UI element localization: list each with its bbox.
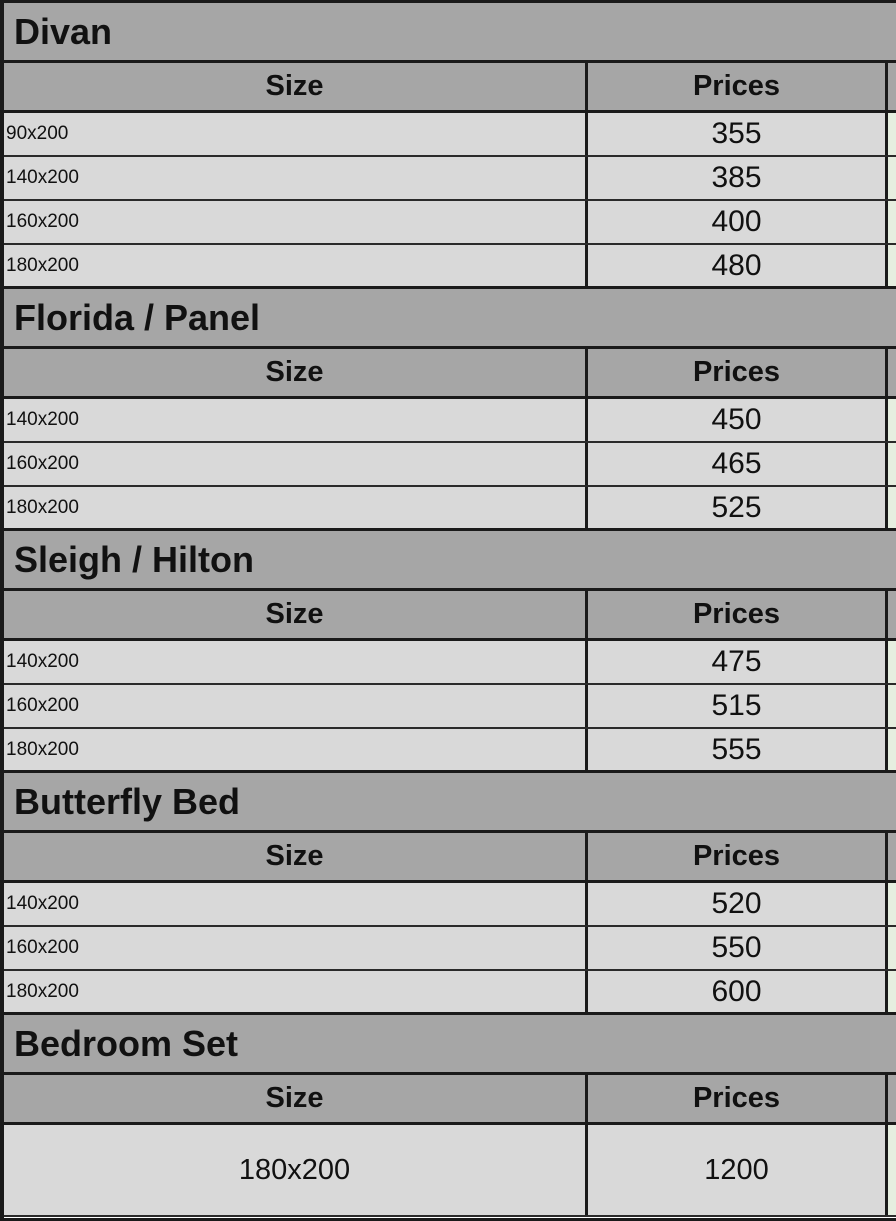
table-row xyxy=(4,883,896,927)
extra-column xyxy=(888,833,896,880)
extra-cell xyxy=(888,685,896,727)
price-cell: 555 xyxy=(588,729,888,770)
size-header: Size xyxy=(4,349,588,396)
extra-cell xyxy=(888,1125,896,1215)
size-header: Size xyxy=(4,1075,588,1122)
extra-cell xyxy=(888,729,896,770)
section-title: Florida / Panel xyxy=(4,289,896,349)
price-cell: 480 xyxy=(588,245,888,286)
section-title: Sleigh / Hilton xyxy=(4,531,896,591)
section-title: Divan xyxy=(4,3,896,63)
size-cell: 140x200 xyxy=(4,399,588,441)
size-header: Size xyxy=(4,591,588,638)
price-header: Prices xyxy=(588,349,888,396)
size-cell: 160x200 xyxy=(4,685,588,727)
extra-cell xyxy=(888,245,896,286)
extra-cell xyxy=(888,927,896,969)
table-row xyxy=(4,113,896,157)
extra-cell xyxy=(888,487,896,528)
price-cell: 525 xyxy=(588,487,888,528)
extra-column xyxy=(888,349,896,396)
header-row xyxy=(4,833,896,883)
price-header: Prices xyxy=(588,63,888,110)
table-row xyxy=(4,1125,896,1217)
price-cell: 550 xyxy=(588,927,888,969)
table-row xyxy=(4,641,896,685)
table-row xyxy=(4,927,896,971)
extra-cell xyxy=(888,113,896,155)
size-cell: 140x200 xyxy=(4,883,588,925)
extra-cell xyxy=(888,883,896,925)
size-cell: 160x200 xyxy=(4,201,588,243)
price-cell: 400 xyxy=(588,201,888,243)
section-butterfly-bed xyxy=(4,773,896,1015)
table-row xyxy=(4,443,896,487)
size-cell: 140x200 xyxy=(4,641,588,683)
table-row xyxy=(4,245,896,289)
price-cell: 1200 xyxy=(588,1125,888,1215)
size-header: Size xyxy=(4,63,588,110)
extra-cell xyxy=(888,201,896,243)
extra-column xyxy=(888,591,896,638)
size-cell: 180x200 xyxy=(4,245,588,286)
table-row xyxy=(4,399,896,443)
table-row xyxy=(4,729,896,773)
extra-cell xyxy=(888,157,896,199)
size-cell: 160x200 xyxy=(4,443,588,485)
header-row xyxy=(4,63,896,113)
size-cell: 180x200 xyxy=(4,487,588,528)
size-cell: 90x200 xyxy=(4,113,588,155)
price-cell: 450 xyxy=(588,399,888,441)
price-cell: 465 xyxy=(588,443,888,485)
header-row xyxy=(4,349,896,399)
extra-column xyxy=(888,1075,896,1122)
size-cell: 140x200 xyxy=(4,157,588,199)
price-cell: 520 xyxy=(588,883,888,925)
extra-cell xyxy=(888,399,896,441)
table-row xyxy=(4,971,896,1015)
extra-column xyxy=(888,63,896,110)
table-row xyxy=(4,685,896,729)
price-header: Prices xyxy=(588,833,888,880)
size-cell: 180x200 xyxy=(4,729,588,770)
size-cell: 160x200 xyxy=(4,927,588,969)
header-row xyxy=(4,1075,896,1125)
extra-cell xyxy=(888,641,896,683)
section-bedroom-set xyxy=(4,1015,896,1217)
price-cell: 600 xyxy=(588,971,888,1012)
section-title: Bedroom Set xyxy=(4,1015,896,1075)
price-header: Prices xyxy=(588,1075,888,1122)
extra-cell xyxy=(888,443,896,485)
price-header: Prices xyxy=(588,591,888,638)
price-cell: 515 xyxy=(588,685,888,727)
section-sleigh-hilton xyxy=(4,531,896,773)
extra-cell xyxy=(888,971,896,1012)
size-cell: 180x200 xyxy=(4,971,588,1012)
section-florida-panel xyxy=(4,289,896,531)
size-cell: 180x200 xyxy=(4,1125,588,1215)
table-row xyxy=(4,201,896,245)
size-header: Size xyxy=(4,833,588,880)
table-row xyxy=(4,157,896,201)
section-title: Butterfly Bed xyxy=(4,773,896,833)
table-row xyxy=(4,487,896,531)
price-cell: 385 xyxy=(588,157,888,199)
section-divan xyxy=(4,3,896,289)
price-cell: 355 xyxy=(588,113,888,155)
header-row xyxy=(4,591,896,641)
price-cell: 475 xyxy=(588,641,888,683)
